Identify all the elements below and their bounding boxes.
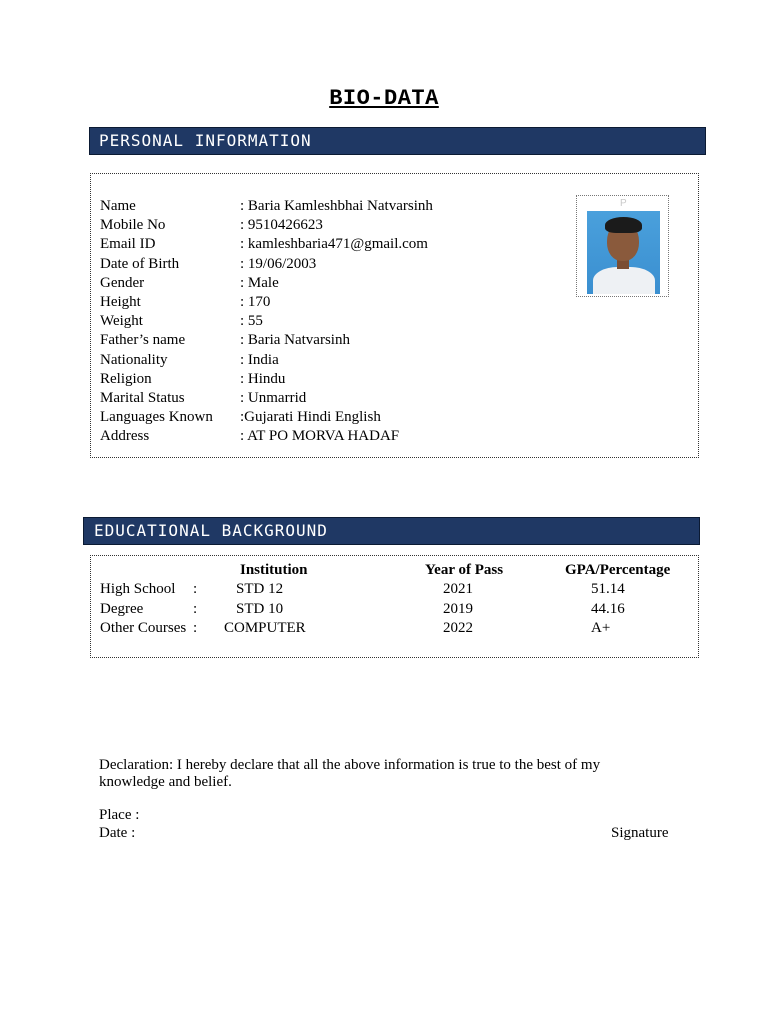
field-label: Height: [100, 294, 141, 310]
education-separator: :: [193, 581, 198, 597]
field-value: : Baria Natvarsinh: [240, 332, 350, 349]
education-row: [0, 619, 768, 638]
education-row: [0, 600, 768, 619]
education-level: Other Courses: [100, 620, 187, 636]
field-value: : AT PO MORVA HADAF: [240, 428, 400, 445]
field-value: : Unmarrid: [240, 390, 307, 406]
field-value: : Baria Kamleshbhai Natvarsinh: [240, 198, 433, 214]
education-year: 2019: [443, 601, 473, 617]
education-separator: :: [193, 601, 198, 617]
photo-mark: P: [620, 198, 627, 209]
date-label: Date :: [99, 825, 136, 841]
field-label: Religion: [100, 370, 152, 387]
education-table-header: [0, 561, 768, 580]
field-value: : 170: [240, 294, 271, 310]
education-separator: :: [193, 620, 198, 636]
education-header: EDUCATIONAL BACKGROUND: [83, 517, 700, 545]
place-label: Place :: [99, 807, 140, 823]
field-label: Address: [100, 428, 150, 445]
education-level: Degree: [100, 601, 144, 617]
field-label: Marital Status: [100, 390, 185, 406]
field-value: : 9510426623: [240, 217, 323, 234]
education-gpa: 51.14: [591, 581, 625, 597]
field-label: Nationality: [100, 351, 168, 368]
education-institution: COMPUTER: [224, 620, 306, 636]
education-year: 2021: [443, 581, 473, 597]
column-header-year: Year of Pass: [425, 562, 504, 578]
field-value: : 55: [240, 313, 263, 330]
field-label: Gender: [100, 274, 145, 291]
education-year: 2022: [443, 620, 473, 636]
education-gpa: A+: [591, 620, 611, 636]
education-gpa: 44.16: [591, 601, 625, 617]
field-label: Languages Known: [100, 409, 213, 426]
declaration-text: Declaration: I hereby declare that all the above information is true to the best of my knowledge and belief.: [99, 757, 601, 790]
education-level: High School: [100, 581, 176, 597]
field-label: Name: [100, 198, 136, 214]
field-label: Father’s name: [100, 332, 186, 349]
field-value: : kamleshbaria471@gmail.com: [240, 236, 428, 253]
column-header-gpa: GPA/Percentage: [565, 562, 671, 578]
education-institution: STD 12: [236, 581, 284, 597]
education-institution: STD 10: [236, 601, 284, 617]
profile-photo: [587, 211, 660, 294]
signature-label: Signature: [611, 825, 669, 841]
field-value: : 19/06/2003: [240, 255, 317, 272]
field-label: Weight: [100, 313, 143, 330]
field-value: : Hindu: [240, 370, 286, 387]
field-label: Mobile No: [100, 217, 166, 234]
field-label: Date of Birth: [100, 255, 180, 272]
field-value: :Gujarati Hindi English: [240, 409, 381, 426]
photo-hair-shape: [605, 217, 642, 233]
field-value: : India: [240, 351, 279, 368]
page-title: BIO-DATA: [329, 86, 439, 111]
photo-body-shape: [593, 267, 655, 294]
photo-frame: [576, 195, 669, 297]
field-label: Email ID: [100, 236, 156, 253]
personal-info-header: PERSONAL INFORMATION: [89, 127, 706, 155]
field-value: : Male: [240, 274, 279, 291]
education-row: [0, 580, 768, 599]
column-header-institution: Institution: [240, 562, 308, 578]
